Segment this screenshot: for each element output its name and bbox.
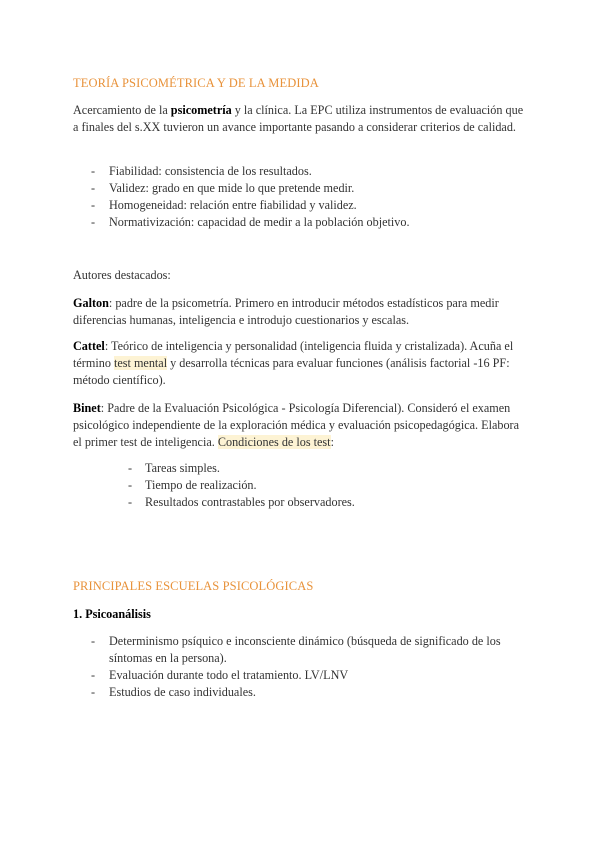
cattel-text-cont: y desarrolla técnicas para evaluar funciones (análisis factorial -16 PF: método científico). [73,356,510,387]
section-title-schools: PRINCIPALES ESCUELAS PSICOLÓGICAS [73,579,314,593]
subsection-title-psychoanalysis [73,606,528,623]
binet-paragraph [73,400,528,451]
list-item: - Validez: grado en que mide lo que pretende medir. [73,180,528,197]
binet-name: Binet [73,401,101,415]
cattel-paragraph [73,338,528,389]
list-item: - Tareas simples. [73,460,528,477]
psychoanalysis-heading: 1. Psicoanálisis [73,607,151,621]
list-item: - Normativización: capacidad de medir a la población objetivo. [73,214,528,231]
list-item: - Resultados contrastables por observadores. [73,494,528,511]
binet-text: : Padre de la Evaluación Psicológica - Psicología Diferencial). Consideró el examen psicológico independiente de la exploración médica y evaluación psicopedagógica. Elabora el primer test de inteligencia. [73,401,520,449]
list-item: - Homogeneidad: relación entre fiabilidad y validez. [73,197,528,214]
intro-text-cont: y la clínica. La EPC utiliza instrumentos de evaluación que a finales del s.XX tuvieron un avance importante pasando a considerar criterios de calidad. [73,103,524,134]
cattel-name: Cattel [73,339,105,353]
list-item: - Evaluación durante todo el tratamiento. LV/LNV [73,667,528,684]
intro-paragraph [73,102,528,136]
list-item: - Estudios de caso individuales. [73,684,528,701]
galton-paragraph [73,295,528,329]
test-conditions-highlight: Condiciones de los test [217,435,331,449]
test-mental-highlight: test mental [113,356,168,370]
list-item: - Tiempo de realización. [73,477,528,494]
list-item: - Fiabilidad: consistencia de los resultados. [73,163,528,180]
cattel-text: : Teórico de inteligencia y personalidad (inteligencia fluida y cristalizada). Acuña el término [73,339,514,370]
galton-text: : padre de la psicometría. Primero en introducir métodos estadísticos para medir diferencias humanas, inteligencia e introdujo cuestionarios y escalas. [73,296,499,327]
psychometry-term: psicometría [170,103,232,117]
test-conditions-list [73,460,528,511]
binet-colon: : [330,435,334,449]
authors-label: Autores destacados: [73,268,171,282]
quality-criteria-list [73,163,528,231]
intro-text: Acercamiento de la [73,103,171,117]
galton-name: Galton [73,296,109,310]
section-title-psychometric: TEORÍA PSICOMÉTRICA Y DE LA MEDIDA [73,76,319,90]
psychoanalysis-list [73,633,528,701]
list-item: - Determinismo psíquico e inconsciente dinámico (búsqueda de significado de los síntomas en la persona). [73,633,528,667]
